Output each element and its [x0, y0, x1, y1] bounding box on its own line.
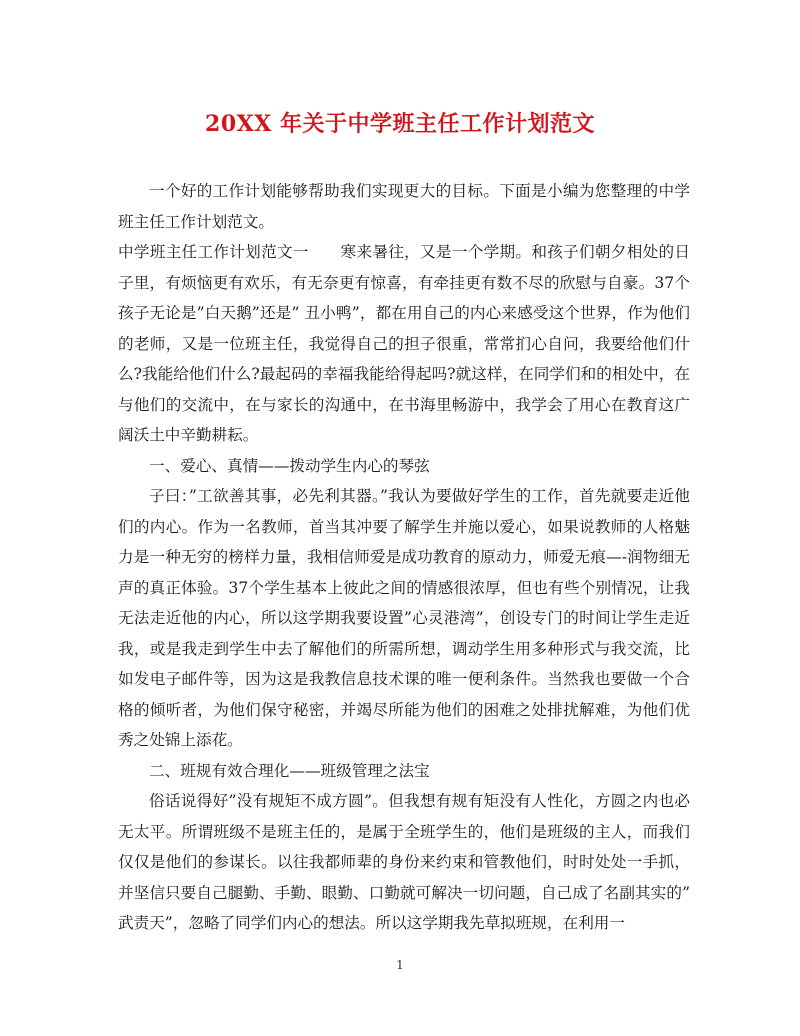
document-title: 20XX 年关于中学班主任工作计划范文	[205, 111, 595, 137]
intro-paragraph: 一个好的工作计划能够帮助我们实现更大的目标。下面是小编为您整理的中学班主任工作计划范文。	[118, 182, 690, 231]
section-heading-1: 一、爱心、真情——拨动学生内心的琴弦	[149, 456, 430, 475]
body-paragraph-1: 中学班主任工作计划范文一 寒来暑往，又是一个学期。和孩子们朝夕相处的日子里，有烦恼更有欢乐，有无奈更有惊喜，有牵挂更有数不尽的欣慰与自豪。37个孩子无论是”白天鹅”还是” 丑小鸭”，都在用自己的内心来感受这个世界，作为他们的老师，又是一位班主任，我觉得自己的担子很重，常常扪心自问，我要给他们什么?我能给他们什么?最起码的幸福我能给得起吗?就这样，在同学们和的相处中，在与他们的交流中，在与家长的沟通中，在书海里畅游中，我学会了用心在教育这广阔沃土中辛勤耕耘。	[118, 243, 690, 444]
body-paragraph-3: 俗话说得好”没有规矩不成方圆”。但我想有规有矩没有人性化，方圆之内也必无太平。所谓班级不是班主任的，是属于全班学生的，他们是班级的主人，而我们仅仅是他们的参谋长。以往我都师辈的身份来约束和管教他们，时时处处一手抓，并坚信只要自己腿勤、手勤、眼勤、口勤就可解决一切问题，自己成了名副其实的” 武责天”，忽略了同学们内心的想法。所以这学期我先草拟班规，在利用一	[118, 792, 690, 932]
body-paragraph-2: 子曰：”工欲善其事，必先利其器。”我认为要做好学生的工作，首先就要走近他们的内心。作为一名教师，首当其冲要了解学生并施以爱心，如果说教师的人格魅力是一种无穷的榜样力量，我相信师爱是成功教育的原动力，师爱无痕—-润物细无声的真正体验。37个学生基本上彼此之间的情感很浓厚，但也有些个别情况，让我无法走近他的内心，所以这学期我要设置”心灵港湾”，创设专门的时间让学生走近我，或是我走到学生中去了解他们的所需所想，调动学生用多种形式与我交流，比如发电子邮件等，因为这是我教信息技术课的唯一便利条件。当然我也要做一个合格的倾听者，为他们保守秘密，并竭尽所能为他们的困难之处排扰解难，为他们优秀之处锦上添花。	[118, 487, 690, 749]
section-heading-2: 二、班规有效合理化——班级管理之法宝	[149, 761, 430, 780]
document-body	[118, 176, 690, 939]
page-number: 1	[396, 958, 404, 972]
